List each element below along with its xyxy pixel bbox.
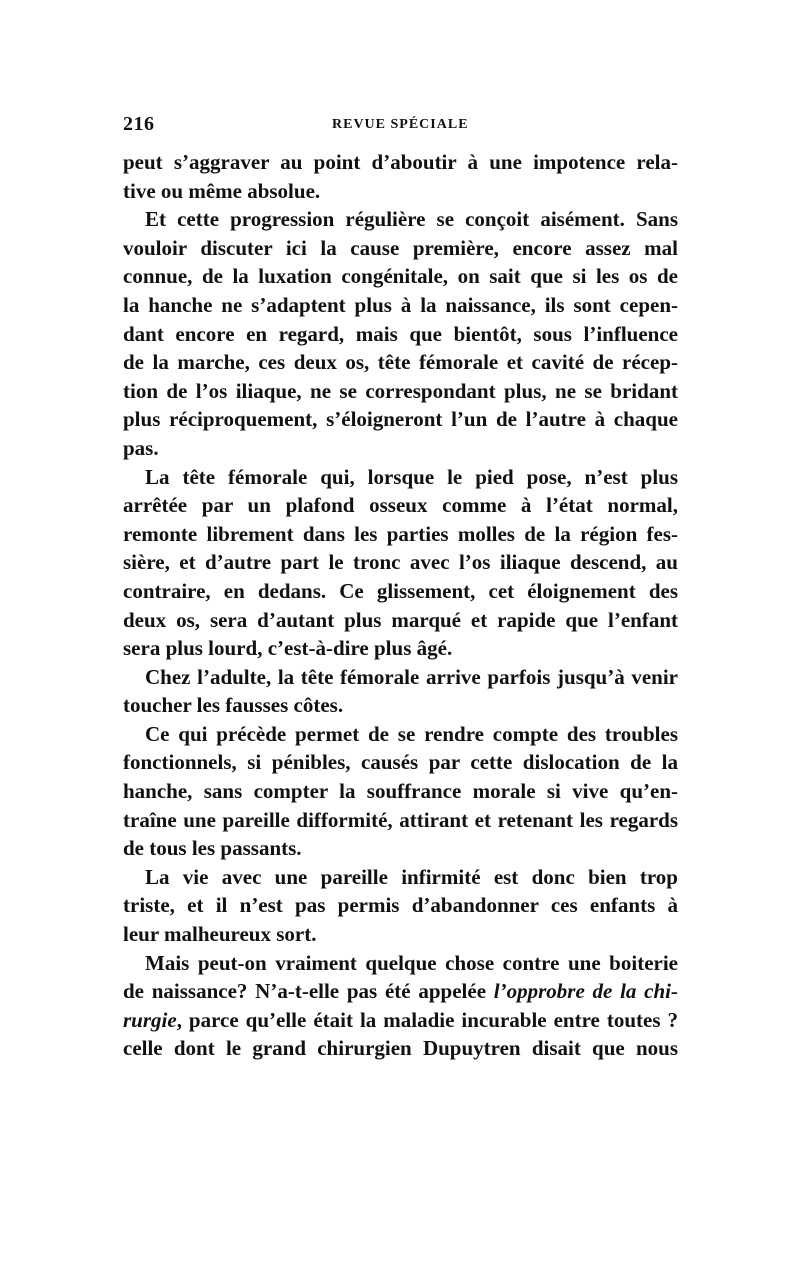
text-line: La tête fémorale qui, lorsque le pied pose, n’est plus bbox=[145, 464, 678, 489]
body-text bbox=[123, 148, 678, 1063]
text-line: de la marche, ces deux os, tête fémorale et cavité de récep- bbox=[123, 350, 678, 375]
text-line: peut s’aggraver au point d’aboutir à une impotence rela- bbox=[123, 150, 678, 174]
text-line bbox=[123, 977, 678, 1006]
page-number: 216 bbox=[123, 113, 155, 135]
text-line: arrêtée par un plafond osseux comme à l’état normal, bbox=[123, 493, 678, 518]
page-header bbox=[123, 113, 678, 139]
text-line: triste, et il n’est pas permis d’abandonner ces enfants à bbox=[123, 893, 678, 918]
text-segment: de naissance? N’a-t-elle pas été appelée bbox=[123, 979, 494, 1004]
text-line: hanche, sans compter la souffrance morale si vive qu’en- bbox=[123, 779, 678, 804]
text-line: sera plus lourd, c’est-à-dire plus âgé. bbox=[123, 636, 453, 661]
text-line: Et cette progression régulière se conçoit aisément. Sans bbox=[145, 207, 678, 232]
running-title: REVUE SPÉCIALE bbox=[332, 117, 469, 132]
italic-phrase: l’opprobre de la chi- bbox=[493, 979, 678, 1004]
text-line: dant encore en regard, mais que bientôt, sous l’influence bbox=[123, 321, 678, 346]
text-line: connue, de la luxation congénitale, on sait que si les os de bbox=[123, 264, 678, 289]
text-line: Chez l’adulte, la tête fémorale arrive parfois jusqu’à venir bbox=[145, 664, 678, 689]
text-line: leur malheureux sort. bbox=[123, 922, 317, 947]
text-line: sière, et d’autre part le tronc avec l’os iliaque descend, au bbox=[123, 550, 678, 575]
text-line: traîne une pareille difformité, attirant et retenant les regards bbox=[123, 807, 678, 832]
text-line: deux os, sera d’autant plus marqué et rapide que l’enfant bbox=[123, 607, 678, 632]
text-line bbox=[123, 1006, 678, 1035]
text-line: Mais peut-on vraiment quelque chose contre une boiterie bbox=[145, 950, 678, 975]
text-line: pas. bbox=[123, 435, 159, 460]
text-line: tive ou même absolue. bbox=[123, 178, 321, 203]
text-line: toucher les fausses côtes. bbox=[123, 693, 344, 718]
text-line: remonte librement dans les parties molles de la région fes- bbox=[123, 521, 678, 546]
text-line: tion de l’os iliaque, ne se correspondant plus, ne se bridant bbox=[123, 378, 678, 403]
text-line: fonctionnels, si pénibles, causés par cette dislocation de la bbox=[123, 750, 678, 775]
text-line: de tous les passants. bbox=[123, 836, 302, 861]
text-line: plus réciproquement, s’éloigneront l’un de l’autre à chaque bbox=[123, 407, 678, 432]
italic-phrase: rurgie bbox=[123, 1007, 177, 1032]
text-line: contraire, en dedans. Ce glissement, cet éloignement des bbox=[123, 578, 678, 603]
text-line: celle dont le grand chirurgien Dupuytren disait que nous bbox=[123, 1036, 678, 1061]
text-line: vouloir discuter ici la cause première, encore assez mal bbox=[123, 235, 678, 260]
text-line: La vie avec une pareille infirmité est donc bien trop bbox=[145, 864, 678, 889]
text-line: Ce qui précède permet de se rendre compte des troubles bbox=[145, 721, 678, 746]
text-line: la hanche ne s’adaptent plus à la naissance, ils sont cepen- bbox=[123, 292, 678, 317]
text-segment: , parce qu’elle était la maladie incurable entre toutes ? bbox=[176, 1007, 678, 1032]
